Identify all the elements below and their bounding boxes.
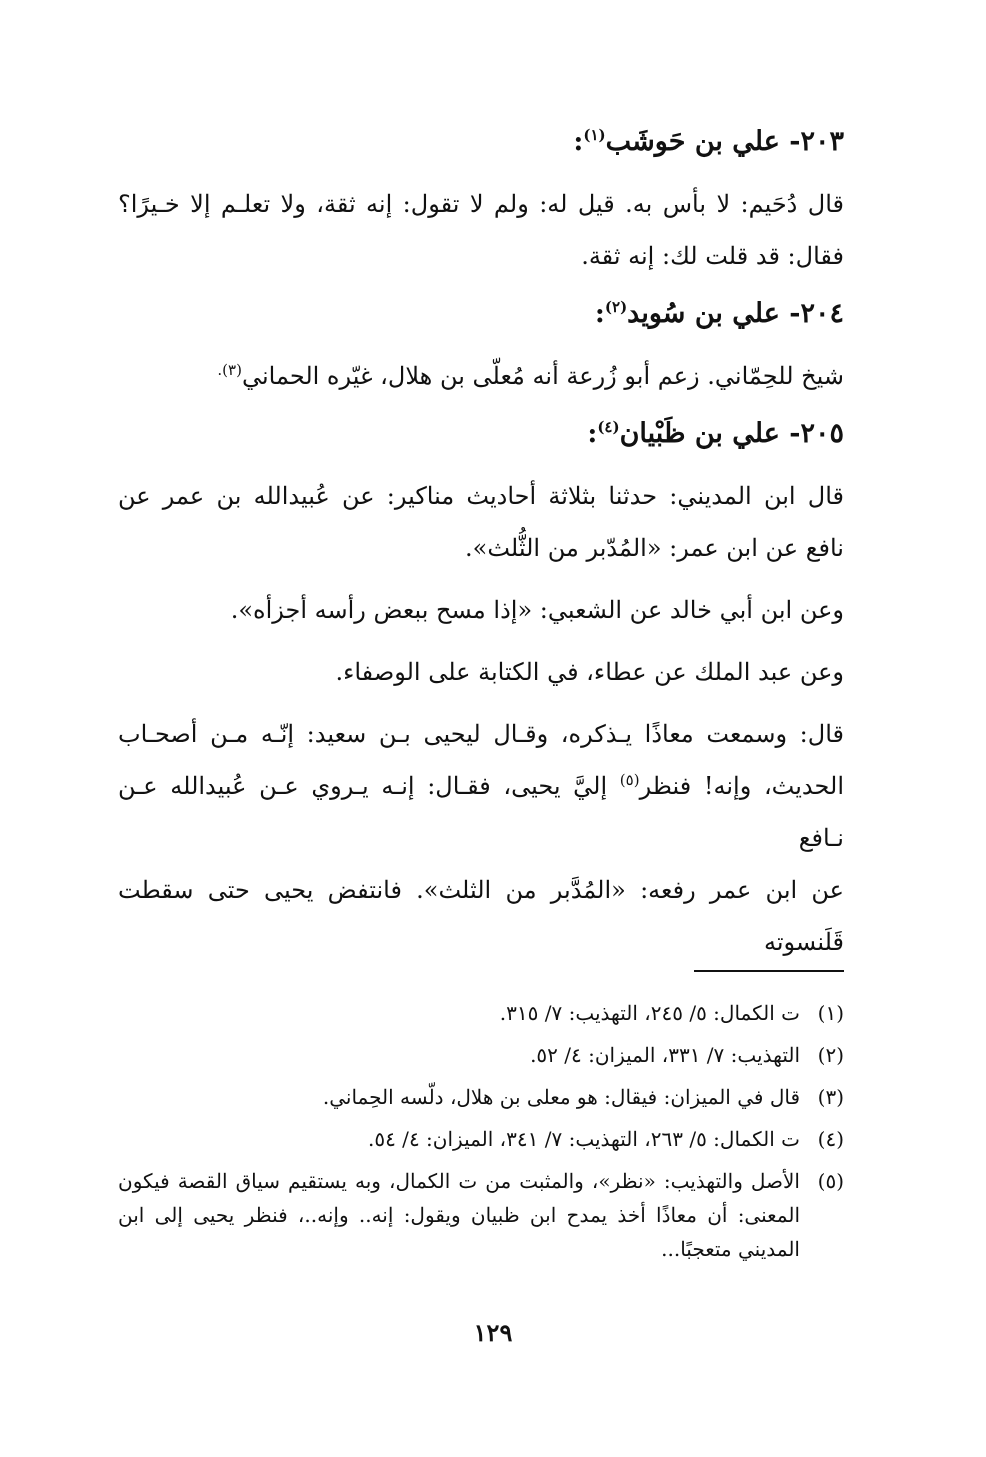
footnote-ref: (١) [583,126,606,144]
entry-heading-204 [118,292,844,336]
entry-name: علي بن حَوشَب [605,126,780,157]
footnote-item [118,1080,844,1114]
paragraph [118,584,844,636]
entry-name: علي بن سُويد [627,298,780,329]
entry-number: ٢٠٤- [789,298,844,329]
footnote-ref: (٢) [604,298,628,316]
footnote-item [118,1122,844,1156]
entry-heading-203 [118,120,844,164]
text-line: فقال: قد قلت لك: إنه ثقة. [581,242,844,270]
footnote-divider [694,970,844,972]
footnote-ref: (٥) [619,771,640,789]
text-line [118,350,844,402]
footnote-item [118,996,844,1030]
footnote-ref: (٤) [597,418,620,436]
footnote-item [118,1164,844,1266]
footnote-marker: (٥) [817,1169,844,1193]
text-span: الحديث، وإنه! فنظر [639,772,845,800]
entry-heading-205 [118,412,844,456]
paragraph [118,708,844,968]
footnotes-section [118,970,844,1274]
footnote-ref: (٣). [217,361,242,379]
text-line: قال: وسمعت معاذًا يـذكره، وقـال ليحيى بـن سعيد: إنّـه مـن أصحـاب [118,720,844,748]
footnote-text: التهذيب: ٧/ ٣٣١، الميزان: ٤/ ٥٢. [530,1043,800,1067]
footnote-text: ت الكمال: ٥/ ٢٤٥، التهذيب: ٧/ ٣١٥. [499,1001,800,1025]
paragraph [118,470,844,574]
text-line: وعن عبد الملك عن عطاء، في الكتابة على الوصفاء. [335,658,844,686]
text-line: قال ابن المديني: حدثنا بثلاثة أحاديث مناكير: عن عُبيدالله بن عمر عن [118,482,844,510]
footnote-text: ت الكمال: ٥/ ٢٦٣، التهذيب: ٧/ ٣٤١، الميزان: ٤/ ٥٤. [367,1127,800,1151]
footnote-list [118,996,844,1266]
text-line: عن ابن عمر رفعه: «المُدَّبر من الثلث». فانتفض يحيى حتى سقطت قَلَنسوته [118,876,844,956]
paragraph [118,178,844,282]
heading-colon: : [587,418,598,449]
heading-colon: : [573,126,584,157]
text-line: وعن ابن أبي خالد عن الشعبي: «إذا مسح ببعض رأسه أجزأه». [230,596,844,624]
entry-number: ٢٠٣- [789,126,844,157]
entry-name: علي بن ظَبْيان [619,418,780,449]
text-line: قال دُحَيم: لا بأس به. قيل له: ولم لا تقول: إنه ثقة، ولا تعلـم إلا خـيرًا؟ [118,190,844,218]
heading-colon: : [594,298,605,329]
footnote-text: قال في الميزان: فيقال: هو معلى بن هلال، دلّسه الحِماني. [322,1085,800,1109]
footnote-marker: (٣) [817,1085,844,1109]
paragraph [118,350,844,402]
footnote-marker: (٢) [817,1043,844,1067]
entry-number: ٢٠٥- [789,418,844,449]
footnote-marker: (١) [817,1001,844,1025]
text-line [118,760,844,864]
footnote-item [118,1038,844,1072]
page-number: ١٢٩ [473,1318,513,1347]
footnote-marker: (٤) [817,1127,844,1151]
text-span: شيخ للحِمّاني. زعم أبو زُرعة أنه مُعلّى بن هلال، غيّره الحماني [241,362,844,390]
text-span: إليَّ يحيى، فقـال: إنـه يـروي عـن عُبيدالله عـن نـافع [118,772,844,852]
footnote-text: الأصل والتهذيب: «نظر»، والمثبت من ت الكمال، وبه يستقيم سياق القصة فيكون المعنى: أن معاذًا أخذ يمدح ابن ظبيان ويقول: إنه.. وإنه..، فنظر يحيى إلى ابن المديني متعجبًا... [118,1169,800,1261]
text-line: نافع عن ابن عمر: «المُدّبر من الثُّلث». [465,534,844,562]
paragraph [118,646,844,698]
main-text [118,120,844,978]
